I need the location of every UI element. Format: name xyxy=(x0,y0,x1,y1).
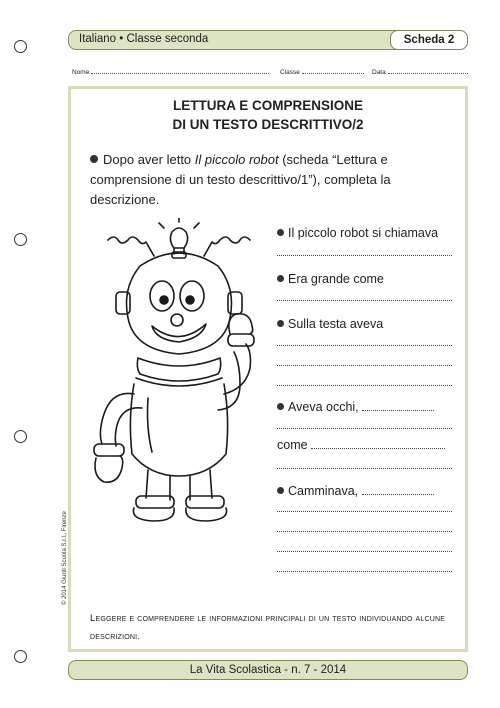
binder-hole-middle xyxy=(14,233,27,246)
answer-line[interactable] xyxy=(277,468,452,469)
answer-line[interactable] xyxy=(277,531,452,532)
bullet-icon xyxy=(90,155,98,163)
question-eyes-text: Aveva occhi, xyxy=(288,400,359,414)
robot-illustration xyxy=(90,218,268,523)
binder-hole-lower xyxy=(14,430,27,443)
name-label: Nome xyxy=(72,69,90,76)
answer-inline[interactable] xyxy=(362,400,434,411)
question-head-text: Sulla testa aveva xyxy=(288,317,384,331)
question-name-text: Il piccolo robot si chiamava xyxy=(288,226,439,240)
class-blank xyxy=(302,67,364,74)
answer-line[interactable] xyxy=(277,428,452,429)
question-eyes-like xyxy=(277,438,445,452)
title-line-1: LETTURA E COMPRENSIONE xyxy=(172,98,363,113)
instructions-before: Dopo aver letto xyxy=(103,152,195,167)
answer-line[interactable] xyxy=(277,511,452,512)
class-label: Classe xyxy=(280,69,300,76)
learning-goal: Leggere e comprendere le informazioni principali di un testo individuando alcune descrizioni. xyxy=(90,613,446,642)
copyright-notice: © 2014 Giunti Scuola S.r.l., Firenze xyxy=(62,511,68,605)
question-head xyxy=(277,317,383,331)
bullet-icon xyxy=(277,320,284,327)
binder-hole-bottom xyxy=(14,650,27,663)
answer-line[interactable] xyxy=(277,385,452,386)
name-field[interactable] xyxy=(72,67,269,76)
bullet-icon xyxy=(277,487,284,494)
question-size xyxy=(277,272,384,286)
name-blank xyxy=(91,67,269,74)
binder-hole-top xyxy=(14,40,27,53)
title-line-2: DI UN TESTO DESCRITTIVO/2 xyxy=(172,117,364,132)
answer-inline[interactable] xyxy=(362,484,434,495)
date-field[interactable] xyxy=(372,67,468,76)
question-eyes xyxy=(277,400,434,414)
answer-line[interactable] xyxy=(277,365,452,366)
answer-inline[interactable] xyxy=(311,438,445,449)
instructions xyxy=(90,150,455,210)
question-name xyxy=(277,226,438,240)
story-title: Il piccolo robot xyxy=(194,152,279,167)
question-eyes-like-text: come xyxy=(277,438,308,452)
header-bar xyxy=(68,30,468,50)
date-label: Data xyxy=(372,69,386,76)
subject-label: Italiano • Classe seconda xyxy=(79,33,209,45)
date-blank xyxy=(388,67,468,74)
footer-bar: La Vita Scolastica - n. 7 - 2014 xyxy=(68,660,468,680)
bullet-icon xyxy=(277,403,284,410)
class-field[interactable] xyxy=(280,67,364,76)
question-size-text: Era grande come xyxy=(288,272,384,286)
answer-line[interactable] xyxy=(277,551,452,552)
bulb-icon xyxy=(170,228,187,248)
answer-line[interactable] xyxy=(277,571,452,572)
worksheet-title xyxy=(68,96,468,134)
bullet-icon xyxy=(277,275,284,282)
instructions-after: (scheda “Lettura e comprensione di un testo descrittivo/1”), completa la descrizione. xyxy=(90,152,391,207)
bullet-icon xyxy=(277,229,284,236)
answer-line[interactable] xyxy=(277,300,452,301)
answer-line[interactable] xyxy=(277,255,452,256)
question-walk xyxy=(277,484,434,498)
sheet-number: Scheda 2 xyxy=(390,30,468,50)
question-walk-text: Camminava, xyxy=(288,484,359,498)
answer-line[interactable] xyxy=(277,345,452,346)
